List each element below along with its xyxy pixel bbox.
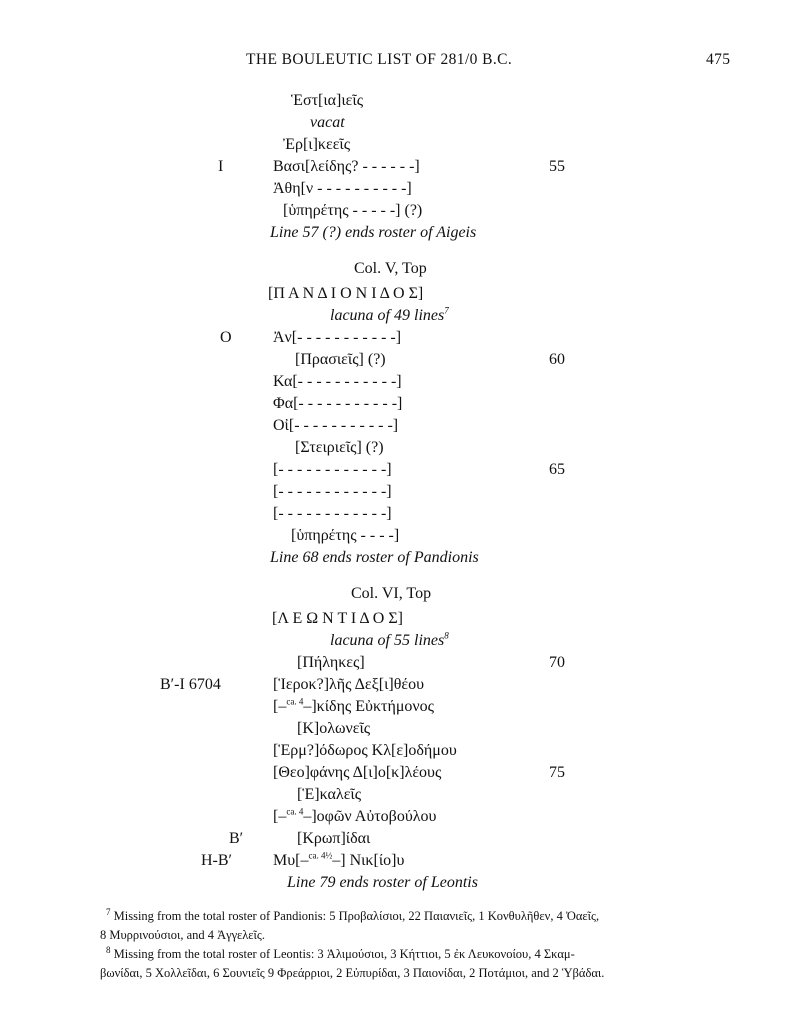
roster-end-note: Line 68 ends roster of Pandionis	[270, 549, 479, 566]
deme-heading: [Στειριεῖς] (?)	[295, 439, 384, 456]
line-number: 75	[549, 764, 565, 781]
margin-marker: H-B′	[201, 852, 233, 869]
name-line: Ἀν[- - - - - - - - - - -]	[273, 329, 402, 346]
hyperetes-line: [ὑπηρέτης - - - - -] (?)	[283, 202, 423, 219]
name-line: Φα[- - - - - - - - - - -]	[273, 395, 403, 412]
footnote-ref: 7	[444, 305, 449, 316]
footnote-ref: 8	[444, 630, 449, 641]
line-number: 60	[549, 351, 565, 368]
footnote-mark: 8	[106, 944, 111, 955]
letter-count: ca. 4½	[308, 850, 333, 861]
column-heading: Col. VI, Top	[351, 585, 432, 602]
name-line: [–$^{ca. 4}$–]κίδης Εὐκτήμονος	[273, 696, 434, 715]
letter-count: ca. 4	[286, 696, 304, 707]
name-line: [–$^{ca. 4}$–]οφῶν Αὐτοβούλου	[273, 806, 437, 825]
lacuna-note: lacuna of 49 lines$^7$	[330, 305, 449, 324]
deme-heading: [Πρασιεῖς] (?)	[295, 351, 386, 368]
name-line: [- - - - - - - - - - - -]	[273, 461, 392, 478]
letter-count: ca. 4	[286, 806, 304, 817]
deme-heading: [Κρωπ]ίδαι	[297, 830, 371, 847]
deme-heading: [Ἑ]καλεῖς	[297, 786, 362, 803]
footnote-text: Missing from the total roster of Leontis: 3 Ἁλιμούσιοι, 3 Κήττιοι, 5 ἐκ Λευκονοίου, 4 Σκαμ-	[113, 947, 575, 961]
margin-marker: B′-I 6704	[160, 676, 221, 693]
margin-marker: O	[220, 329, 232, 346]
footnote-text: βωνίδαι, 5 Χολλεῖδαι, 6 Σουνιεῖς 9 Φρεάρριοι, 2 Εὐπυρίδαι, 3 Παιονίδαι, 2 Ποτάμιοι, and 2 Ὑβάδαι.	[100, 966, 605, 980]
name-line: [Θεο]φάνης Δ[ι]ο[κ]λέους	[273, 764, 442, 781]
name-line: Κα[- - - - - - - - - - -]	[273, 373, 402, 390]
margin-marker: B′	[229, 830, 244, 847]
roster-end-note: Line 79 ends roster of Leontis	[287, 874, 478, 891]
vacat-note: vacat	[310, 114, 345, 131]
footnote-text: Missing from the total roster of Pandionis: 5 Προβαλίσιοι, 22 Παιανιεῖς, 1 Κονθυλῆθεν, 4 Ὀαεῖς,	[113, 909, 600, 923]
name-line: Ἀθη[ν - - - - - - - - - -]	[273, 180, 412, 197]
line-number: 70	[549, 654, 565, 671]
lacuna-note: lacuna of 55 lines$^8$	[330, 630, 449, 649]
name-line: [Ἑρμ?]όδωρος Κλ[ε]οδήμου	[273, 742, 457, 759]
footnote-7	[100, 907, 740, 945]
page-number: 475	[706, 51, 731, 68]
tribe-heading: [Λ Ε Ω Ν Τ Ι Δ Ο Σ]	[272, 610, 403, 627]
name-line: [- - - - - - - - - - - -]	[273, 483, 392, 500]
deme-heading: Ἑστ[ια]ιεῖς	[291, 92, 364, 109]
deme-heading: Ἐρ[ι]κεεῖς	[283, 136, 351, 153]
line-number: 65	[549, 461, 565, 478]
deme-heading: [Κ]ολωνεῖς	[297, 720, 371, 737]
running-title: THE BOULEUTIC LIST OF 281/0 B.C.	[246, 51, 513, 68]
footnote-mark: 7	[106, 906, 111, 917]
column-heading: Col. V, Top	[354, 260, 427, 277]
name-line: [Ἱεροκ?]λῆς Δεξ[ι]θέου	[273, 676, 425, 693]
deme-heading: [Πήληκες]	[297, 654, 365, 671]
footnote-8	[100, 945, 740, 983]
tribe-heading: [Π Α Ν Δ Ι Ο Ν Ι Δ Ο Σ]	[268, 285, 424, 302]
margin-marker: I	[218, 158, 224, 175]
roster-end-note: Line 57 (?) ends roster of Aigeis	[270, 224, 477, 241]
name-line: Μυ[–$^{ca. 4\frac{1}{2}}$–] Νικ[ίο]υ	[273, 850, 405, 869]
footnote-text: 8 Μυρρινούσιοι, and 4 Ἀγγελεῖς.	[100, 928, 265, 942]
hyperetes-line: [ὑπηρέτης - - - -]	[291, 527, 400, 544]
name-line: Βασι[λείδης? - - - - - -]	[273, 158, 420, 175]
name-line: [- - - - - - - - - - - -]	[273, 505, 392, 522]
line-number: 55	[549, 158, 565, 175]
name-line: Οἰ[- - - - - - - - - - -]	[273, 417, 399, 434]
